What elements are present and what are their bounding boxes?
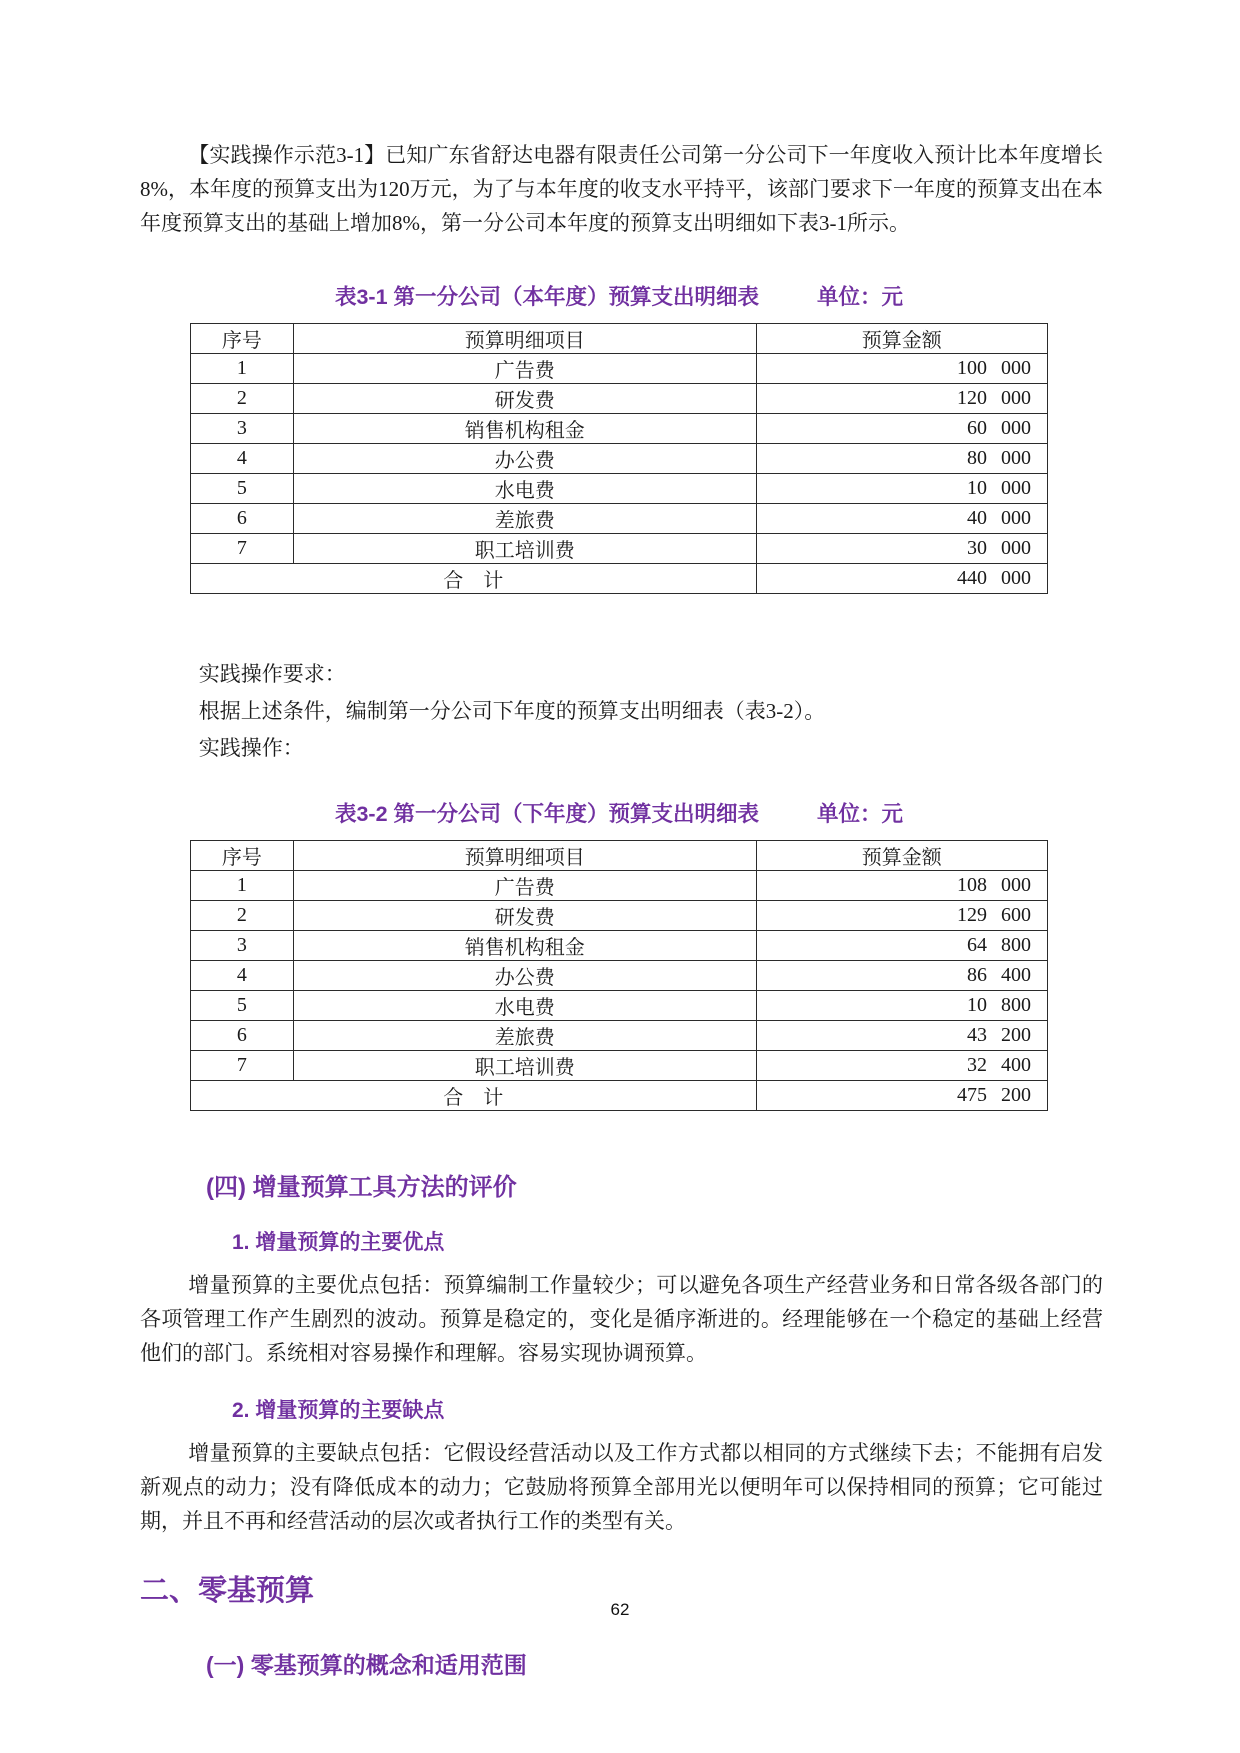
cell-amount: 40 000 [756, 504, 1047, 534]
table-row [191, 534, 1048, 564]
page-number: 62 [610, 1600, 630, 1619]
table-row [191, 414, 1048, 444]
cell-amount: 86 400 [756, 961, 1047, 991]
cell-no: 5 [191, 991, 294, 1021]
table-total-row [191, 1081, 1048, 1111]
cell-no: 3 [191, 414, 294, 444]
total-label: 合 计 [191, 1081, 757, 1111]
col-header-no: 序号 [191, 324, 294, 354]
cell-amount: 43 200 [756, 1021, 1047, 1051]
cell-no: 4 [191, 444, 294, 474]
cell-amount: 10 000 [756, 474, 1047, 504]
cell-item: 差旅费 [293, 1021, 756, 1051]
heading-section-4: (四) 增量预算工具方法的评价 [206, 1174, 517, 1201]
cell-item: 水电费 [293, 474, 756, 504]
table-total-row [191, 564, 1048, 594]
cell-item: 研发费 [293, 384, 756, 414]
heading-advantages: 1. 增量预算的主要优点 [232, 1231, 445, 1254]
table-row [191, 871, 1048, 901]
cell-no: 2 [191, 384, 294, 414]
heading-disadvantages: 2. 增量预算的主要缺点 [232, 1399, 445, 1422]
cell-amount: 64 800 [756, 931, 1047, 961]
table-row [191, 384, 1048, 414]
cell-no: 4 [191, 961, 294, 991]
cell-amount: 120 000 [756, 384, 1047, 414]
cell-amount: 80 000 [756, 444, 1047, 474]
cell-item: 研发费 [293, 901, 756, 931]
cell-item: 办公费 [293, 444, 756, 474]
cell-no: 1 [191, 871, 294, 901]
cell-no: 1 [191, 354, 294, 384]
table-3-2-block [140, 797, 1103, 1111]
cell-no: 7 [191, 1051, 294, 1081]
disadvantages-paragraph: 增量预算的主要缺点包括：它假设经营活动以及工作方式都以相同的方式继续下去；不能拥有启发新观点的动力；没有降低成本的动力；它鼓励将预算全部用光以便明年可以保持相同的预算；它可能过期，并且不再和经营活动的层次或者执行工作的类型有关。 [140, 1441, 1103, 1533]
cell-no: 5 [191, 474, 294, 504]
col-header-item: 预算明细项目 [293, 841, 756, 871]
cell-amount: 32 400 [756, 1051, 1047, 1081]
table-3-1-title: 表3-1 第一分公司（本年度）预算支出明细表 [334, 285, 760, 309]
heading-zbb-concept: (一) 零基预算的概念和适用范围 [206, 1652, 527, 1678]
col-header-no: 序号 [191, 841, 294, 871]
heading-zero-based-budget: 二、零基预算 [140, 1575, 315, 1607]
col-header-amount: 预算金额 [756, 841, 1047, 871]
cell-item: 职工培训费 [293, 534, 756, 564]
table-3-1-unit-label: 单位：元 [817, 285, 904, 309]
table-3-1-caption [190, 280, 1048, 311]
cell-item: 差旅费 [293, 504, 756, 534]
cell-item: 广告费 [293, 871, 756, 901]
advantages-paragraph: 增量预算的主要优点包括：预算编制工作量较少；可以避免各项生产经营业务和日常各级各部门的各项管理工作产生剧烈的波动。预算是稳定的，变化是循序渐进的。经理能够在一个稳定的基础上经营他们的部门。系统相对容易操作和理解。容易实现协调预算。 [140, 1273, 1103, 1365]
cell-no: 6 [191, 504, 294, 534]
cell-no: 6 [191, 1021, 294, 1051]
table-row [191, 1021, 1048, 1051]
cell-no: 3 [191, 931, 294, 961]
table-header-row [191, 841, 1048, 871]
table-3-2 [190, 840, 1048, 1111]
total-amount: 440 000 [756, 564, 1047, 594]
table-row [191, 1051, 1048, 1081]
table-row [191, 931, 1048, 961]
table-row [191, 474, 1048, 504]
cell-item: 水电费 [293, 991, 756, 1021]
cell-item: 办公费 [293, 961, 756, 991]
cell-item: 广告费 [293, 354, 756, 384]
cell-item: 销售机构租金 [293, 414, 756, 444]
cell-item: 职工培训费 [293, 1051, 756, 1081]
cell-amount: 108 000 [756, 871, 1047, 901]
table-row [191, 444, 1048, 474]
col-header-amount: 预算金额 [756, 324, 1047, 354]
practice-instructions [140, 656, 1103, 767]
practice-requirement-label: 实践操作要求： [198, 662, 346, 686]
table-3-1-block [140, 280, 1103, 594]
cell-amount: 30 000 [756, 534, 1047, 564]
table-row [191, 354, 1048, 384]
cell-item: 销售机构租金 [293, 931, 756, 961]
table-header-row [191, 324, 1048, 354]
table-3-2-caption [190, 797, 1048, 828]
table-row [191, 901, 1048, 931]
table-row [191, 504, 1048, 534]
total-amount: 475 200 [756, 1081, 1047, 1111]
cell-amount: 129 600 [756, 901, 1047, 931]
total-label: 合 计 [191, 564, 757, 594]
table-row [191, 961, 1048, 991]
intro-paragraph: 【实践操作示范3-1】已知广东省舒达电器有限责任公司第一分公司下一年度收入预计比本年度增长8%，本年度的预算支出为120万元，为了与本年度的收支水平持平，该部门要求下一年度的预算支出在本年度预算支出的基础上增加8%，第一分公司本年度的预算支出明细如下表3-1所示。 [140, 143, 1103, 235]
cell-amount: 10 800 [756, 991, 1047, 1021]
cell-amount: 100 000 [756, 354, 1047, 384]
cell-no: 2 [191, 901, 294, 931]
table-3-1 [190, 323, 1048, 594]
practice-operation-label: 实践操作： [198, 736, 304, 760]
table-3-2-title: 表3-2 第一分公司（下年度）预算支出明细表 [334, 802, 760, 826]
practice-requirement-text: 根据上述条件，编制第一分公司下年度的预算支出明细表（表3-2）。 [198, 699, 826, 723]
cell-no: 7 [191, 534, 294, 564]
cell-amount: 60 000 [756, 414, 1047, 444]
table-row [191, 991, 1048, 1021]
col-header-item: 预算明细项目 [293, 324, 756, 354]
table-3-2-unit-label: 单位：元 [817, 802, 904, 826]
